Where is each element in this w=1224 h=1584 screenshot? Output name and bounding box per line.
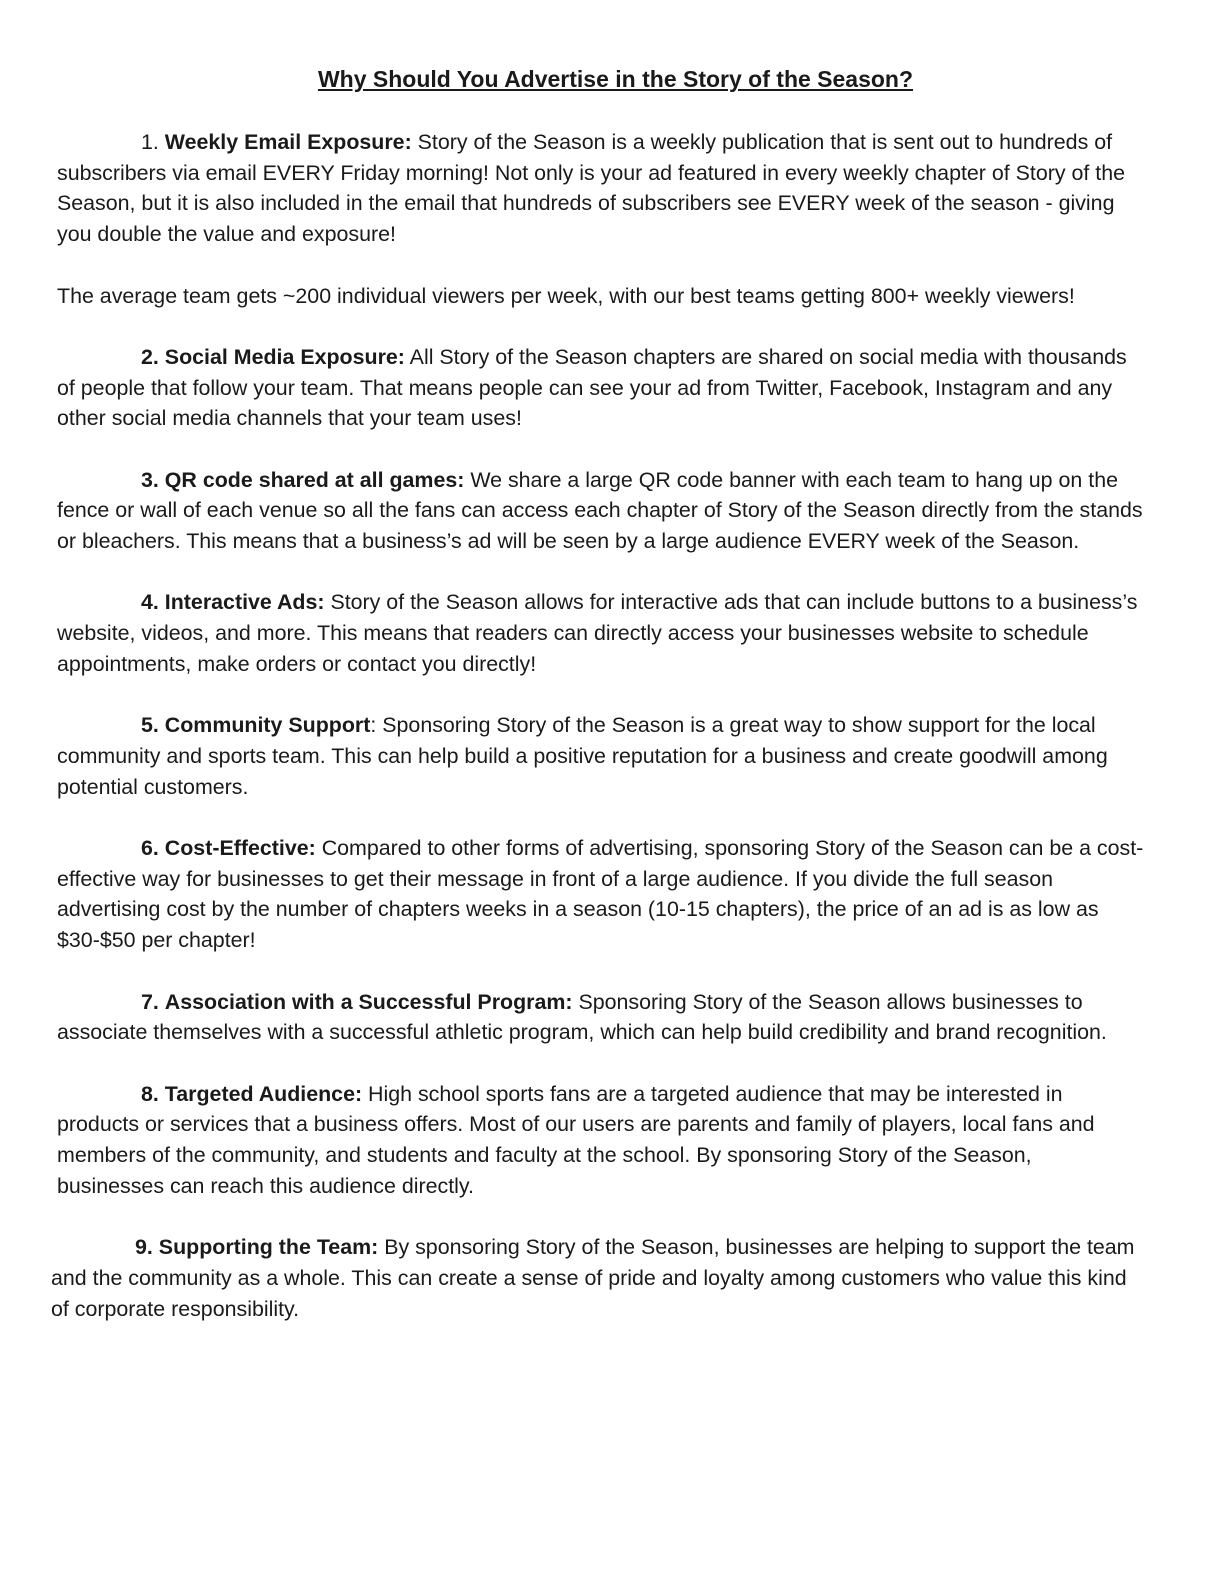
section-social-media-exposure <box>57 342 1144 434</box>
section-body: The average team gets ~200 individual viewers per week, with our best teams getting 800+ weekly viewers! <box>57 283 1075 308</box>
section-body: : Sponsoring Story of the Season is a great way to show support for the local community and sports team. This can help build a positive reputation for a business and create goodwill among potential customers. <box>57 713 1108 799</box>
section-number: 4. <box>141 590 159 615</box>
section-weekly-email-exposure <box>57 127 1144 250</box>
section-body: We share a large QR code banner with each team to hang up on the fence or wall of each venue so all the fans can access each chapter of Story of the Season directly from the stands or bleachers. This means that a business’s ad will be seen by a large audience EVERY week of the Season. <box>57 467 1143 554</box>
section-heading: Cost-Effective: <box>164 836 316 861</box>
section-body: By sponsoring Story of the Season, businesses are helping to support the team and the community as a whole. This can create a sense of pride and loyalty among customers who value this kind of corporate responsibility. <box>51 1235 1135 1321</box>
section-heading: Weekly Email Exposure: <box>164 130 412 154</box>
section-heading: Community Support <box>164 713 371 738</box>
section-number: 2. <box>141 344 159 369</box>
section-number: 7. <box>141 989 159 1014</box>
section-heading: QR code shared at all games: <box>164 467 465 492</box>
section-number: 6. <box>141 836 159 861</box>
section-interactive-ads <box>57 587 1144 679</box>
document-title: Why Should You Advertise in the Story of the Season? <box>317 66 914 92</box>
section-supporting-the-team <box>51 1232 1144 1324</box>
section-average-viewers <box>57 281 1144 312</box>
section-cost-effective <box>57 833 1144 956</box>
section-heading: Targeted Audience: <box>164 1081 363 1106</box>
section-body: All Story of the Season chapters are shared on social media with thousands of people that follow your team. That means people can see your ad from Twitter, Facebook, Instagram and any other social media channels that your team uses! <box>57 344 1127 431</box>
section-body: Sponsoring Story of the Season allows businesses to associate themselves with a successful athletic program, which can help build credibility and brand recognition. <box>57 989 1107 1045</box>
section-number: 8. <box>141 1081 159 1106</box>
section-heading: Supporting the Team: <box>158 1235 379 1260</box>
section-community-support <box>57 710 1144 802</box>
section-heading: Interactive Ads: <box>164 590 325 615</box>
section-body: Story of the Season is a weekly publication that is sent out to hundreds of subscribers via email EVERY Friday morning! Not only is your ad featured in every weekly chapter of Story of the Season, but it is also included in the email that hundreds of subscribers see EVERY week of the season - giving you double the value and exposure! <box>57 130 1126 247</box>
section-body: Story of the Season allows for interactive ads that can include buttons to a business’s website, videos, and more. This means that readers can directly access your businesses website to schedule appointments, make orders or contact you directly! <box>57 590 1138 676</box>
section-number: 5. <box>141 713 159 738</box>
section-number: 9. <box>135 1235 153 1260</box>
section-body: Compared to other forms of advertising, sponsoring Story of the Season can be a cost-effective way for businesses to get their message in front of a large audience. If you divide the full season advertising cost by the number of chapters weeks in a season (10-15 chapters), the price of an ad is as low as $30-$50 per chapter! <box>57 836 1144 953</box>
section-targeted-audience <box>57 1079 1144 1202</box>
section-qr-code <box>57 465 1144 557</box>
section-body: High school sports fans are a targeted audience that may be interested in products or services that a business offers. Most of our users are parents and family of players, local fans and members of the community, and students and faculty at the school. By sponsoring Story of the Season, businesses can reach this audience directly. <box>57 1081 1095 1198</box>
section-number: 1. <box>141 130 159 154</box>
section-heading: Social Media Exposure: <box>164 344 405 369</box>
section-successful-program <box>57 987 1144 1048</box>
section-number: 3. <box>141 467 159 492</box>
section-heading: Association with a Successful Program: <box>164 989 573 1014</box>
